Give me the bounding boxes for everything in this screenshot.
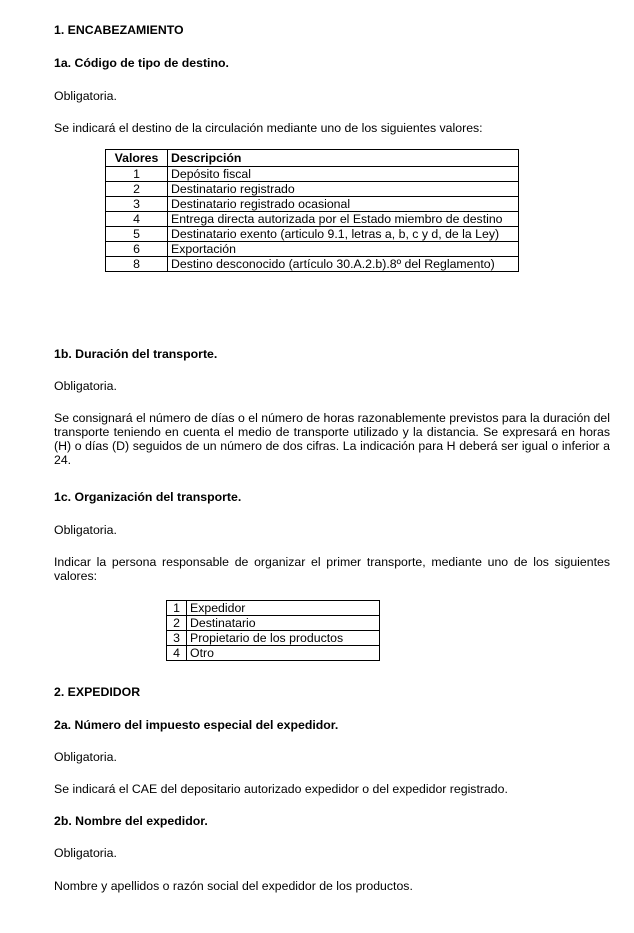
table-cell-description: Entrega directa autorizada por el Estado miembro de destino: [168, 212, 519, 227]
table-cell-description: Otro: [187, 646, 380, 661]
section-2b-status: Obligatoria.: [54, 846, 117, 860]
section-1c-text: Indicar la persona responsable de organizar el primer transporte, mediante uno de los siguientes valores:: [54, 555, 610, 583]
section-2b-text: Nombre y apellidos o razón social del expedidor de los productos.: [54, 879, 413, 893]
section-2a-text: Se indicará el CAE del depositario autorizado expedidor o del expedidor registrado.: [54, 782, 508, 796]
section-1a-status: Obligatoria.: [54, 89, 117, 103]
table-cell-value: 5: [106, 227, 168, 242]
table-row: [167, 631, 380, 646]
table-cell-value: 8: [106, 257, 168, 272]
table-header-description: Descripción: [168, 150, 519, 167]
section-1c-heading: 1c. Organización del transporte.: [54, 490, 242, 504]
table-cell-description: Propietario de los productos: [187, 631, 380, 646]
table-cell-value: 4: [167, 646, 187, 661]
table-row: [106, 197, 519, 212]
table-cell-description: Destinatario exento (articulo 9.1, letras a, b, c y d, de la Ley): [168, 227, 519, 242]
table-header-row: [106, 150, 519, 167]
table-cell-description: Destino desconocido (artículo 30.A.2.b).8º del Reglamento): [168, 257, 519, 272]
section-1a-text: Se indicará el destino de la circulación mediante uno de los siguientes valores:: [54, 121, 483, 135]
table-cell-value: 2: [167, 616, 187, 631]
table-cell-description: Expedidor: [187, 601, 380, 616]
section-1c-status: Obligatoria.: [54, 523, 117, 537]
table-row: [106, 227, 519, 242]
table-row: [106, 257, 519, 272]
table-cell-description: Destinatario registrado ocasional: [168, 197, 519, 212]
table-header-values: Valores: [106, 150, 168, 167]
section-2a-status: Obligatoria.: [54, 750, 117, 764]
section-1b-heading: 1b. Duración del transporte.: [54, 347, 218, 361]
table-cell-description: Exportación: [168, 242, 519, 257]
table-cell-description: Depósito fiscal: [168, 167, 519, 182]
table-cell-description: Destinatario: [187, 616, 380, 631]
table-cell-value: 1: [167, 601, 187, 616]
section-1b-text: Se consignará el número de días o el número de horas razonablemente previstos para la duración del transporte teniendo en cuenta el medio de transporte utilizado y la distancia. Se expresará en horas (H) o días (D) seguidos de un número de dos cifras. La indicación para H deberá ser igual o inferior a 24.: [54, 411, 610, 467]
table-row: [106, 242, 519, 257]
table-cell-value: 3: [106, 197, 168, 212]
table-row: [167, 601, 380, 616]
table-cell-value: 4: [106, 212, 168, 227]
transport-organization-table: [166, 600, 380, 661]
table-cell-value: 3: [167, 631, 187, 646]
section-2-title: 2. EXPEDIDOR: [54, 685, 141, 699]
table-cell-value: 6: [106, 242, 168, 257]
table-cell-description: Destinatario registrado: [168, 182, 519, 197]
table-row: [167, 646, 380, 661]
section-1a-heading: 1a. Código de tipo de destino.: [54, 56, 229, 70]
section-1-title: 1. ENCABEZAMIENTO: [54, 23, 184, 37]
section-2a-heading: 2a. Número del impuesto especial del expedidor.: [54, 718, 339, 732]
table-row: [167, 616, 380, 631]
table-row: [106, 167, 519, 182]
table-cell-value: 1: [106, 167, 168, 182]
destination-type-table: [105, 149, 519, 272]
table-row: [106, 182, 519, 197]
table-cell-value: 2: [106, 182, 168, 197]
table-row: [106, 212, 519, 227]
section-2b-heading: 2b. Nombre del expedidor.: [54, 814, 208, 828]
section-1b-status: Obligatoria.: [54, 379, 117, 393]
